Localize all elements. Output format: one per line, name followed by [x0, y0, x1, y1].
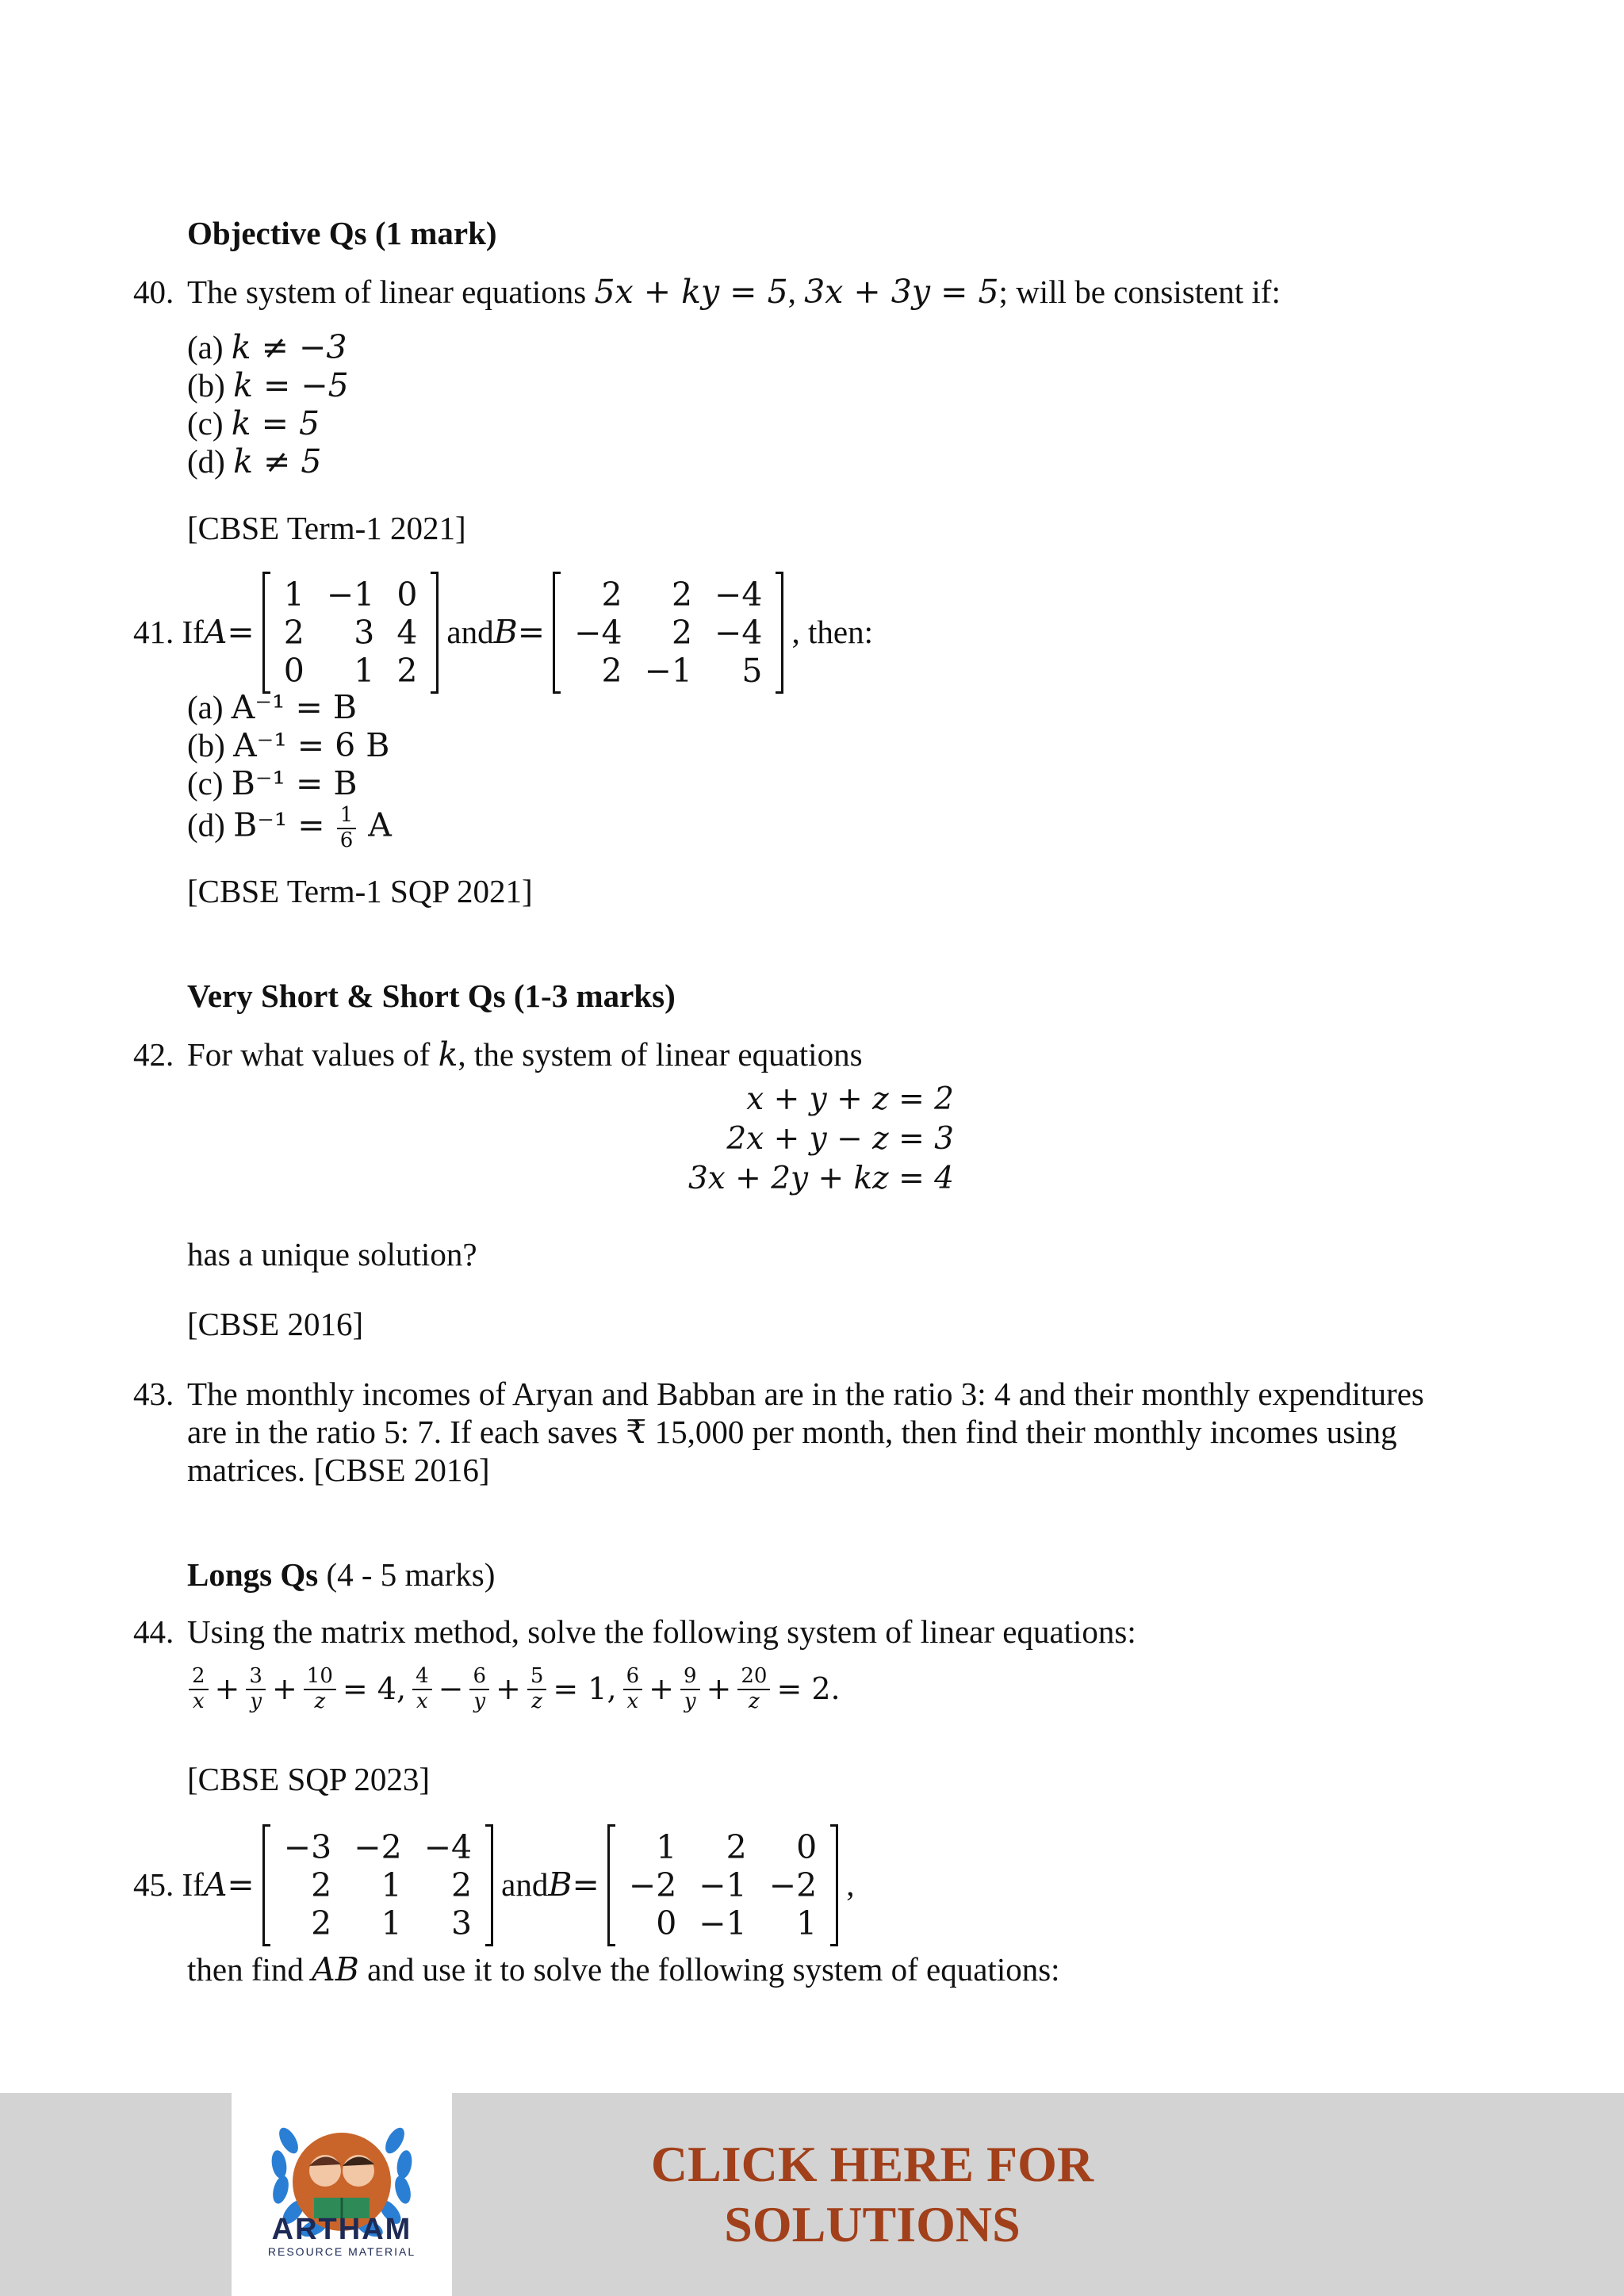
- matrix-cell: 0: [396, 576, 418, 614]
- option-expr: k = 5: [231, 404, 320, 442]
- question-text: If: [182, 614, 204, 651]
- question-43-text: The monthly incomes of Aryan and Babban are in the ratio 3: 4 and their monthly expenditures are in the ratio 5: 7. If each saves ₹ 15,000 per month, then find their monthly incomes using matrices. [CBSE 2016]: [187, 1376, 1424, 1488]
- matrix-cell: 3: [451, 1904, 473, 1942]
- option-label: (d): [187, 806, 234, 844]
- fraction: [680, 1665, 700, 1714]
- option-b: [187, 366, 349, 405]
- variable: k: [438, 1035, 458, 1073]
- operator: −: [438, 1671, 464, 1707]
- matrix-b: [607, 1827, 838, 1944]
- option-expr: k = −5: [233, 366, 349, 404]
- option-expr: A⁻¹ = 6 B: [233, 726, 390, 764]
- numerator: 10: [304, 1665, 336, 1690]
- matrix-symbol: B: [493, 613, 518, 652]
- section-heading-objective: Objective Qs (1 mark): [187, 215, 497, 251]
- matrix-b: [553, 574, 783, 691]
- matrix-cell: 2: [601, 576, 622, 614]
- matrix-cell: 1: [283, 576, 304, 614]
- equation: 3x + 3y = 5: [804, 273, 999, 311]
- option-label: (c): [187, 405, 232, 442]
- matrix-cell: 4: [396, 614, 418, 652]
- equation: 5x + ky = 5: [594, 273, 788, 311]
- matrix-cell: 1: [381, 1866, 402, 1904]
- source-citation: [CBSE Term-1 2021]: [187, 510, 466, 546]
- source-citation: [CBSE 2016]: [187, 1306, 364, 1342]
- matrix-cell: 2: [283, 614, 304, 652]
- equation: 2x + y − z = 3: [726, 1121, 954, 1157]
- equals-sign: =: [227, 613, 255, 652]
- numerator: 5: [527, 1665, 547, 1690]
- question-text: and: [446, 614, 494, 651]
- matrix-cell: −1: [326, 576, 375, 614]
- matrix-cell: 2: [671, 614, 693, 652]
- option-expr: B⁻¹ = B: [231, 764, 358, 802]
- fraction: [246, 1665, 266, 1714]
- question-45-text: [187, 1950, 1457, 1989]
- cta-line[interactable]: CLICK HERE FOR: [650, 2136, 1094, 2192]
- artham-logo: [232, 2093, 452, 2296]
- equals-sign: =: [572, 1866, 599, 1904]
- numerator: 6: [623, 1665, 643, 1690]
- question-number: 45.: [133, 1866, 174, 1904]
- equals-sign: =: [227, 1866, 255, 1904]
- question-45-line: [133, 1827, 854, 1944]
- equals-sign: =: [517, 613, 546, 652]
- question-text: and use it to solve the following system of equations:: [358, 1951, 1060, 1988]
- matrix-cell: −3: [283, 1828, 332, 1866]
- equation: 3x + 2y + kz = 4: [688, 1161, 954, 1196]
- operator: = 1,: [553, 1671, 617, 1707]
- denominator: z: [314, 1689, 326, 1713]
- matrix-cell: −4: [714, 576, 763, 614]
- denominator: y: [684, 1689, 696, 1713]
- denominator: z: [749, 1689, 760, 1713]
- question-text: The system of linear equations: [187, 274, 595, 310]
- question-number: 40.: [133, 274, 174, 310]
- option-label: (b): [187, 367, 234, 404]
- matrix-cell: 2: [726, 1828, 747, 1866]
- option-expr: A: [358, 806, 392, 844]
- question-text: If: [182, 1866, 204, 1904]
- matrix-cell: 2: [311, 1904, 332, 1942]
- option-a: [187, 688, 357, 727]
- matrix-cell: 2: [671, 576, 693, 614]
- fraction: [337, 804, 357, 853]
- option-expr: k ≠ 5: [233, 442, 322, 480]
- question-number: 43.: [133, 1376, 174, 1412]
- numerator: 2: [189, 1665, 209, 1690]
- matrix-cell: 2: [396, 652, 418, 690]
- option-c: [187, 764, 358, 803]
- matrix-cell: 0: [283, 652, 304, 690]
- question-number: 44.: [133, 1613, 174, 1650]
- matrix-symbol: A: [203, 1866, 228, 1904]
- numerator: 4: [412, 1665, 432, 1690]
- section-heading-short: Very Short & Short Qs (1-3 marks): [187, 978, 676, 1014]
- fraction: [737, 1665, 770, 1714]
- operator: = 4,: [342, 1671, 407, 1707]
- matrix-cell: 5: [741, 652, 763, 690]
- question-text: ; will be consistent if:: [998, 274, 1281, 310]
- matrix-cell: 1: [354, 652, 375, 690]
- question-text: For what values of: [187, 1036, 439, 1073]
- question-text: then find: [187, 1951, 312, 1988]
- option-label: (a): [187, 329, 232, 365]
- matrix-cell: 3: [354, 614, 375, 652]
- matrix-cell: 1: [796, 1904, 818, 1942]
- matrix-cell: −2: [768, 1866, 818, 1904]
- matrix-cell: −1: [699, 1866, 747, 1904]
- equation: x + y + z = 2: [746, 1081, 954, 1117]
- fraction-equations: [187, 1665, 845, 1714]
- denominator: y: [473, 1689, 486, 1713]
- punctuation: ,: [846, 1866, 855, 1904]
- question-text: has a unique solution?: [187, 1236, 477, 1272]
- option-c: [187, 404, 320, 443]
- denominator: x: [626, 1689, 639, 1713]
- question-42-text: [187, 1035, 1457, 1074]
- question-text: , the system of linear equations: [458, 1036, 863, 1073]
- matrix-cell: −4: [574, 614, 622, 652]
- option-label: (b): [187, 727, 234, 763]
- operator: = 2.: [776, 1671, 841, 1707]
- question-40-text: [187, 273, 1457, 312]
- operator: +: [496, 1671, 521, 1707]
- heading-marks: (4 - 5 marks): [318, 1556, 496, 1593]
- logo-wordmark: ARTHAM: [271, 2213, 412, 2246]
- question-text: , then:: [791, 614, 873, 651]
- operator: +: [214, 1671, 240, 1707]
- matrix-cell: −2: [354, 1828, 402, 1866]
- question-number: 42.: [133, 1036, 174, 1073]
- numerator: 20: [737, 1665, 770, 1690]
- matrix-a: [262, 574, 439, 691]
- matrix-product: AB: [312, 1950, 359, 1988]
- numerator: 1: [337, 804, 357, 829]
- fraction: [469, 1665, 489, 1714]
- matrix-cell: 0: [796, 1828, 818, 1866]
- operator: +: [649, 1671, 674, 1707]
- denominator: y: [250, 1689, 262, 1713]
- cta-line[interactable]: SOLUTIONS: [724, 2196, 1021, 2252]
- denominator: 6: [339, 828, 354, 852]
- source-citation: [CBSE SQP 2023]: [187, 1761, 431, 1797]
- question-text: and: [501, 1866, 549, 1904]
- solutions-link[interactable]: [603, 2134, 1142, 2255]
- operator: +: [271, 1671, 297, 1707]
- option-expr: B⁻¹ =: [233, 806, 335, 844]
- source-citation: [CBSE Term-1 SQP 2021]: [187, 873, 533, 909]
- fraction: [304, 1665, 336, 1714]
- question-41-line: [133, 574, 873, 691]
- denominator: x: [416, 1689, 428, 1713]
- option-d: [187, 442, 321, 481]
- matrix-symbol: B: [548, 1866, 573, 1904]
- numerator: 3: [246, 1665, 266, 1690]
- footer-banner: [0, 2093, 1624, 2296]
- matrix-symbol: A: [203, 613, 228, 652]
- fraction: [527, 1665, 547, 1714]
- option-d: [187, 804, 392, 853]
- operator: +: [706, 1671, 732, 1707]
- option-label: (d): [187, 443, 234, 480]
- separator: ,: [787, 274, 805, 310]
- matrix-cell: 2: [451, 1866, 473, 1904]
- option-label: (c): [187, 765, 232, 802]
- option-expr: k ≠ −3: [231, 328, 347, 366]
- equation-system: [688, 1080, 954, 1199]
- matrix-cell: −1: [644, 652, 693, 690]
- matrix-a: [262, 1827, 493, 1944]
- question-44-text: Using the matrix method, solve the following system of linear equations:: [187, 1613, 1136, 1650]
- heading-bold: Longs Qs: [187, 1556, 319, 1593]
- numerator: 9: [680, 1665, 700, 1690]
- matrix-cell: −4: [423, 1828, 473, 1866]
- matrix-cell: 0: [656, 1904, 677, 1942]
- fraction: [623, 1665, 643, 1714]
- logo-tagline: RESOURCE MATERIAL: [267, 2245, 416, 2258]
- fraction: [189, 1665, 209, 1714]
- denominator: x: [192, 1689, 205, 1713]
- section-heading-long: [187, 1556, 495, 1594]
- option-a: [187, 328, 347, 367]
- question-number: 41.: [133, 614, 174, 651]
- matrix-cell: 2: [601, 652, 622, 690]
- matrix-cell: −4: [714, 614, 763, 652]
- numerator: 6: [469, 1665, 489, 1690]
- matrix-cell: 1: [381, 1904, 402, 1942]
- option-label: (a): [187, 689, 232, 725]
- option-expr: A⁻¹ = B: [231, 688, 357, 726]
- option-b: [187, 726, 389, 765]
- matrix-cell: −1: [699, 1904, 747, 1942]
- matrix-cell: −2: [628, 1866, 677, 1904]
- matrix-cell: 1: [656, 1828, 677, 1866]
- fraction: [412, 1665, 432, 1714]
- matrix-cell: 2: [311, 1866, 332, 1904]
- denominator: z: [531, 1689, 542, 1713]
